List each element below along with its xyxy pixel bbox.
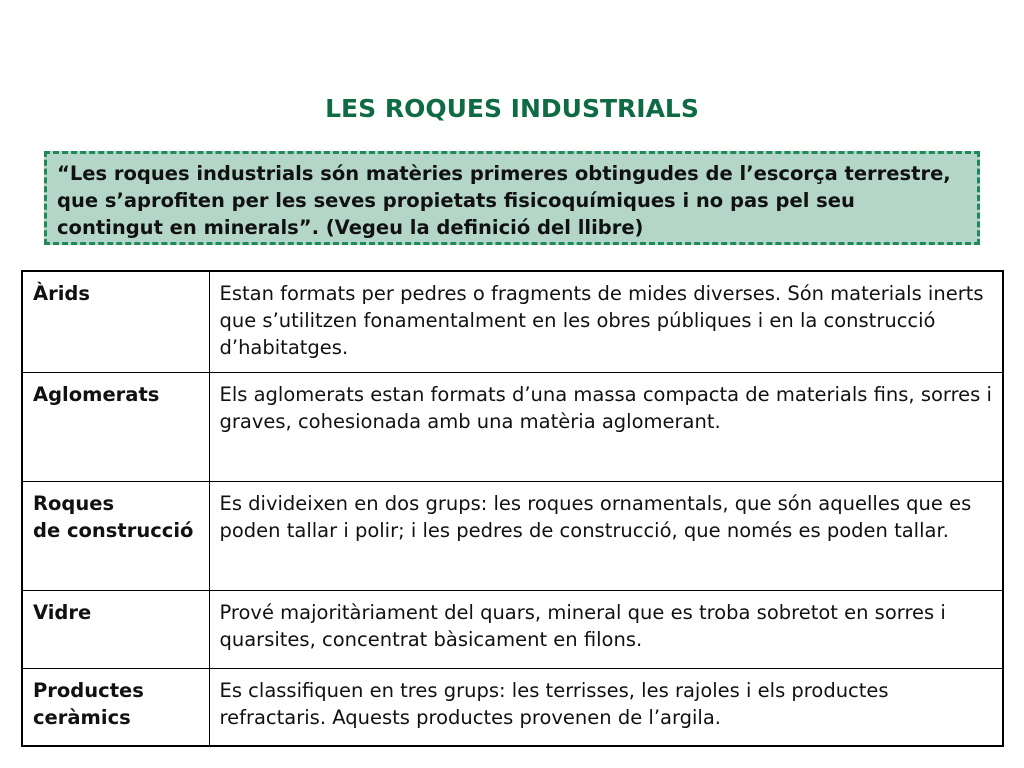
description-cell: Es classifiquen en tres grups: les terrisses, les rajoles i els productes refractaris. Aquests productes provenen de l’argila. [209,668,1003,746]
term-cell [22,271,209,372]
table-row [22,372,1003,481]
table-row [22,668,1003,746]
description-cell: Prové majoritàriament del quars, mineral que es troba sobretot en sorres i quarsites, concentrat bàsicament en filons. [209,590,1003,668]
term-label: de construcció [33,518,194,542]
table-row [22,481,1003,590]
term-cell [22,590,209,668]
term-cell [22,372,209,481]
table-row [22,271,1003,372]
term-cell [22,668,209,746]
term-cell [22,481,209,590]
description-cell: Es divideixen en dos grups: les roques ornamentals, que són aquelles que es poden tallar i polir; i les pedres de construcció, que només es poden tallar. [209,481,1003,590]
definition-box: “Les roques industrials són matèries primeres obtingudes de l’escorça terrestre, que s’aprofiten per les seves propietats fisicoquímiques i no pas pel seu contingut en minerals”. (Vegeu la definició del llibre) [44,151,980,245]
term-label: Àrids [33,282,90,305]
description-cell: Els aglomerats estan formats d’una massa compacta de materials fins, sorres i graves, cohesionada amb una matèria aglomerant. [209,372,1003,481]
table-row [22,590,1003,668]
term-label: Aglomerats [33,382,160,406]
page-title: LES ROQUES INDUSTRIALS [325,94,699,123]
term-label: Roques [33,491,115,515]
term-label: Vidre [33,600,92,624]
industrial-rocks-table [21,270,1004,747]
description-cell: Estan formats per pedres o fragments de mides diverses. Són materials inerts que s’utilitzen fonamentalment en les obres públiques i en la construcció d’habitatges. [209,271,1003,372]
term-label: ceràmics [33,705,131,729]
term-label: Productes [33,678,144,702]
